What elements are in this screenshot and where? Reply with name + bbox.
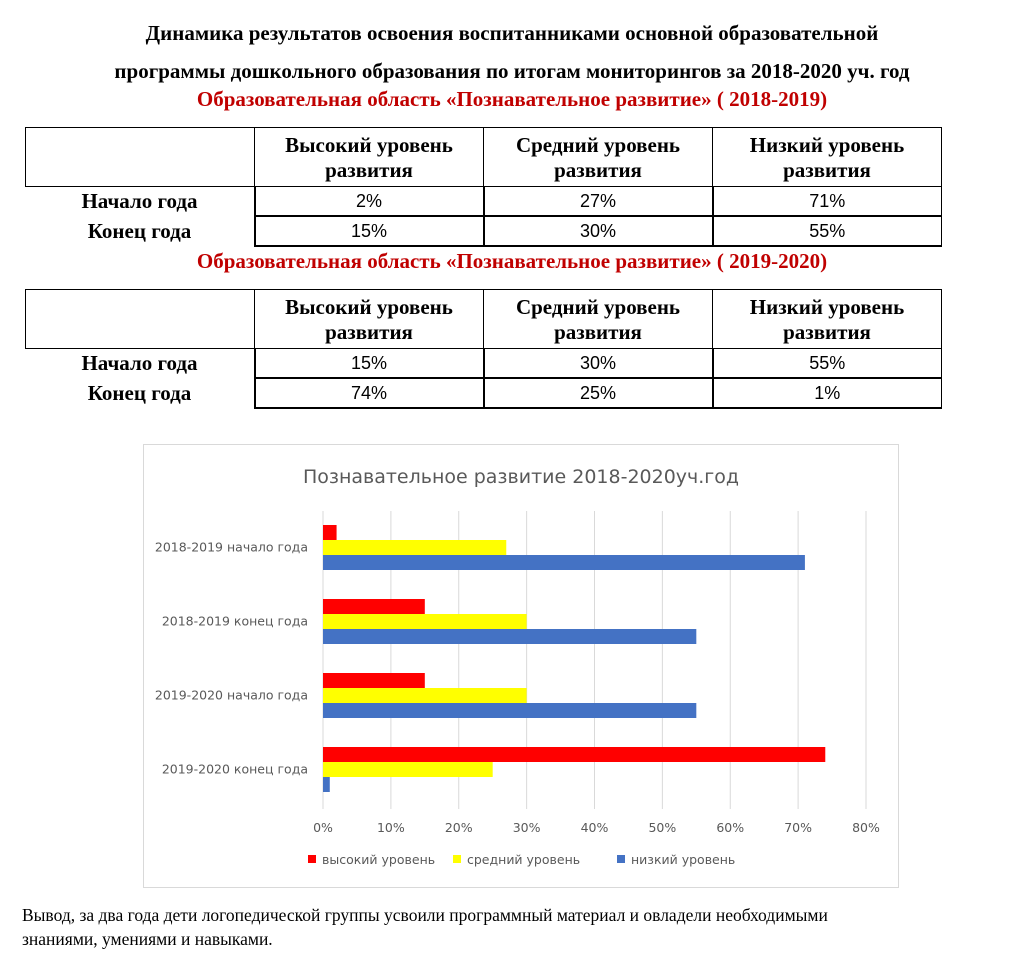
bar — [323, 614, 527, 629]
bar — [323, 599, 425, 614]
legend-label: высокий уровень — [322, 852, 436, 867]
cell-value: 15% — [255, 349, 484, 379]
column-header-medium: Средний уровень развития — [484, 290, 713, 349]
column-header-high: Высокий уровень развития — [255, 128, 484, 187]
bar — [323, 777, 330, 792]
bar — [323, 688, 527, 703]
category-label: 2019-2020 начало года — [154, 687, 308, 703]
category-label: 2018-2019 конец года — [161, 613, 308, 629]
cell-value: 15% — [255, 216, 484, 246]
cell-value: 30% — [484, 349, 713, 379]
column-header-medium: Средний уровень развития — [484, 128, 713, 187]
x-tick-label: 20% — [444, 820, 473, 835]
x-tick-label: 80% — [852, 820, 880, 835]
bar-chart — [143, 444, 899, 888]
row-label-start: Начало года — [81, 351, 198, 375]
legend-swatch — [308, 855, 316, 863]
bar — [323, 762, 493, 777]
category-label: 2019-2020 конец года — [161, 761, 308, 777]
x-tick-label: 60% — [716, 820, 745, 835]
conclusion-line-1: Вывод, за два года дети логопедической группы усвоили программный материал и овладели необходимыми — [22, 905, 828, 925]
x-tick-label: 50% — [648, 820, 677, 835]
chart-title: Познавательное развитие 2018-2020уч.год — [302, 466, 740, 488]
conclusion-line-2: знаниями, умениями и навыками. — [22, 929, 273, 949]
category-label: 2018-2019 начало года — [154, 539, 308, 555]
x-tick-label: 30% — [512, 820, 541, 835]
legend-swatch — [453, 855, 461, 863]
column-header-high: Высокий уровень развития — [255, 290, 484, 349]
corner-cell — [26, 290, 255, 349]
bar — [323, 629, 696, 644]
column-header-low: Низкий уровень развития — [713, 290, 942, 349]
cell-value: 2% — [255, 187, 484, 217]
x-tick-label: 0% — [313, 820, 333, 835]
document-title-line-1: Динамика результатов освоения воспитанниками основной образовательной — [145, 21, 879, 45]
row-label-start: Начало года — [81, 189, 198, 213]
row-label-end: Конец года — [87, 218, 192, 243]
cell-value: 74% — [255, 378, 484, 408]
bar — [323, 555, 805, 570]
corner-cell — [26, 128, 255, 187]
bar-chart-svg — [144, 445, 898, 887]
cell-value: 25% — [484, 378, 713, 408]
cell-value: 55% — [713, 216, 942, 246]
bar — [323, 673, 425, 688]
document-title-line-2: программы дошкольного образования по итогам мониторингов за 2018-2020 уч. год — [114, 59, 910, 83]
bar — [323, 703, 696, 718]
bar — [323, 747, 825, 762]
row-label-end: Конец года — [87, 380, 192, 405]
table-2-subtitle: Образовательная область «Познавательное развитие» ( 2019-2020) — [196, 249, 828, 273]
results-table-2019-2020 — [25, 289, 942, 409]
table-1-subtitle: Образовательная область «Познавательное развитие» ( 2018-2019) — [196, 87, 828, 111]
x-tick-label: 10% — [376, 820, 405, 835]
x-tick-label: 70% — [784, 820, 813, 835]
results-table-2018-2019 — [25, 127, 942, 247]
conclusion-text — [22, 903, 1007, 951]
bar — [323, 525, 337, 540]
cell-value: 27% — [484, 187, 713, 217]
legend-label: низкий уровень — [631, 852, 736, 867]
legend-label: средний уровень — [467, 852, 581, 867]
cell-value: 55% — [713, 349, 942, 379]
cell-value: 71% — [713, 187, 942, 217]
cell-value: 30% — [484, 216, 713, 246]
cell-value: 1% — [713, 378, 942, 408]
column-header-low: Низкий уровень развития — [713, 128, 942, 187]
legend-swatch — [617, 855, 625, 863]
bar — [323, 540, 506, 555]
x-tick-label: 40% — [580, 820, 609, 835]
